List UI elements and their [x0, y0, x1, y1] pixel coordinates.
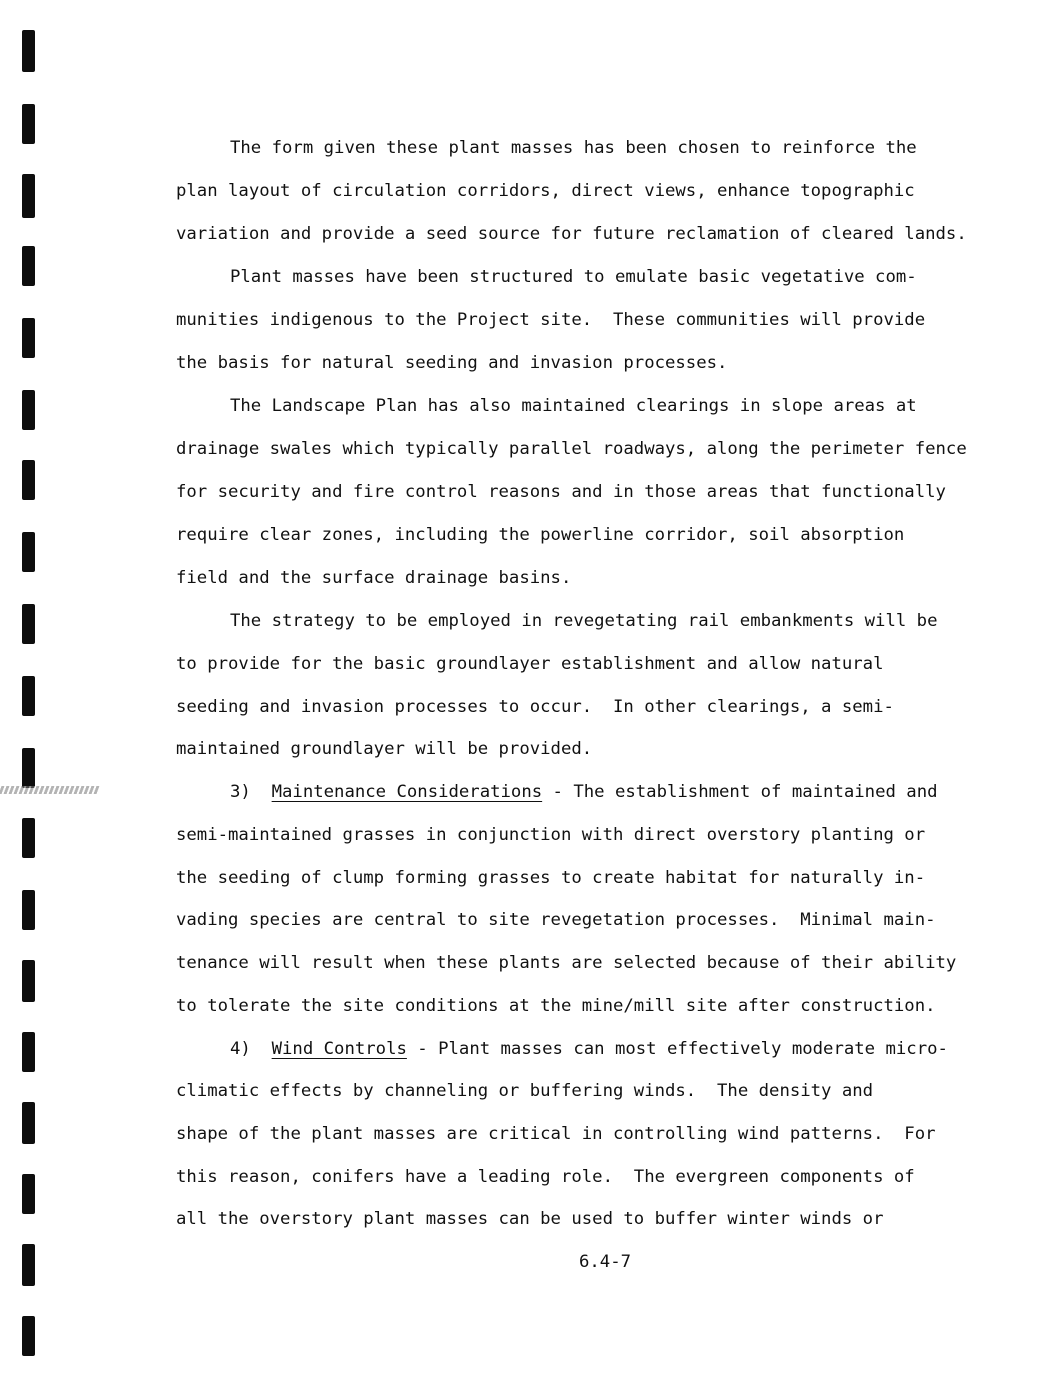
paragraph-line: require clear zones, including the powerline corridor, soil absorption	[176, 525, 905, 545]
paragraph-line: to provide for the basic groundlayer establishment and allow natural	[176, 654, 884, 674]
binding-hole	[22, 174, 35, 218]
page-number: 6.4-7	[579, 1252, 632, 1272]
binding-hole	[22, 460, 35, 500]
paragraph-line: tenance will result when these plants are selected because of their ability	[176, 953, 957, 973]
binding-holes-strip	[0, 0, 60, 1380]
binding-hole	[22, 748, 35, 788]
section-heading: Wind Controls	[271, 1039, 407, 1059]
paragraph-line: field and the surface drainage basins.	[176, 568, 572, 588]
paragraph-line: for security and fire control reasons and in those areas that functionally	[176, 482, 946, 502]
section-number: 3)	[230, 782, 251, 802]
section-lead-text: - Plant masses can most effectively moderate micro-	[406, 1039, 948, 1059]
paragraph-line: the basis for natural seeding and invasion processes.	[176, 353, 728, 373]
paragraph-line: seeding and invasion processes to occur. In other clearings, a semi-	[176, 697, 894, 717]
binding-hole	[22, 1316, 35, 1356]
binding-hole	[22, 532, 35, 572]
paragraph-line: munities indigenous to the Project site. These communities will provide	[176, 310, 926, 330]
paragraph-line: plan layout of circulation corridors, direct views, enhance topographic	[176, 181, 915, 201]
scan-smudge	[0, 786, 99, 794]
paragraph-line: all the overstory plant masses can be used to buffer winter winds or	[176, 1209, 884, 1229]
binding-hole	[22, 246, 35, 286]
binding-hole	[22, 604, 35, 644]
paragraph-line: The form given these plant masses has been chosen to reinforce the	[230, 138, 917, 158]
binding-hole	[22, 318, 35, 358]
paragraph-line: climatic effects by channeling or buffering winds. The density and	[176, 1081, 874, 1101]
binding-hole	[22, 104, 35, 144]
paragraph-line: variation and provide a seed source for future reclamation of cleared lands.	[176, 224, 967, 244]
binding-hole	[22, 1244, 35, 1286]
paragraph-line: vading species are central to site revegetation processes. Minimal main-	[176, 910, 936, 930]
paragraph-line: the seeding of clump forming grasses to create habitat for naturally in-	[176, 868, 926, 888]
section-heading-line	[230, 778, 938, 806]
paragraph-line: maintained groundlayer will be provided.	[176, 739, 593, 759]
paragraph-line: drainage swales which typically parallel roadways, along the perimeter fence	[176, 439, 967, 459]
paragraph-line: this reason, conifers have a leading role. The evergreen components of	[176, 1167, 915, 1187]
section-lead-text: - The establishment of maintained and	[542, 782, 938, 802]
section-heading: Maintenance Considerations	[271, 782, 543, 802]
binding-hole	[22, 676, 35, 716]
paragraph-line: Plant masses have been structured to emulate basic vegetative com-	[230, 267, 917, 287]
binding-hole	[22, 30, 35, 72]
binding-hole	[22, 390, 35, 430]
binding-hole	[22, 1032, 35, 1072]
binding-hole	[22, 1102, 35, 1144]
section-number: 4)	[230, 1039, 251, 1059]
binding-hole	[22, 960, 35, 1002]
paragraph-line: The Landscape Plan has also maintained clearings in slope areas at	[230, 396, 917, 416]
paragraph-line: shape of the plant masses are critical in controlling wind patterns. For	[176, 1124, 936, 1144]
paragraph-line: semi-maintained grasses in conjunction with direct overstory planting or	[176, 825, 926, 845]
paragraph-line: The strategy to be employed in revegetating rail embankments will be	[230, 611, 938, 631]
binding-hole	[22, 890, 35, 930]
binding-hole	[22, 1174, 35, 1214]
binding-hole	[22, 818, 35, 858]
section-heading-line	[230, 1035, 948, 1063]
paragraph-line: to tolerate the site conditions at the mine/mill site after construction.	[176, 996, 936, 1016]
